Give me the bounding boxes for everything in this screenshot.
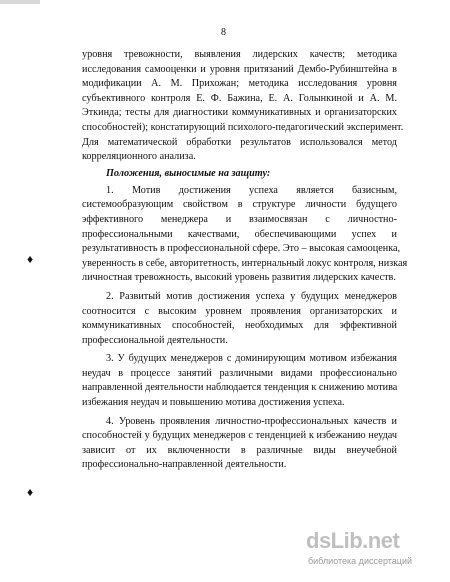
thesis-paragraph-4: [82, 415, 397, 473]
scan-edge-mark: [0, 0, 40, 4]
text-line: субъективного контроля Е. Ф. Бажина, Е. А. Голынкиной и А. М.: [82, 92, 397, 104]
text-line: избежания неудач и повышению мотива достижения успеха.: [82, 397, 345, 409]
text-line: способностей); констатирующий психолого-педагогический эксперимент.: [82, 121, 404, 133]
text-line: соотносится с высоким уровнем проявления организаторских и: [82, 305, 397, 317]
text-line: Для математической обработки результатов использовался метод: [82, 136, 397, 148]
text-line: модификации А. М. Прихожан; методика исследования уровня: [82, 78, 397, 90]
text-line: профессиональными качествами, обеспечивающими успех и: [82, 228, 397, 240]
text-line: способностей у будущих менеджеров с тенденцией к избежанию неудач: [82, 430, 397, 442]
text-line: зависит от их включенности в различные виды внеучебной: [82, 444, 397, 456]
text-line: направленной деятельности наблюдается тенденция к снижению мотива: [82, 382, 398, 394]
text-line: коммуникативных способностей, необходимых для эффективной: [82, 320, 397, 332]
text-line: результативность в профессиональной сфере. Это – высокая самооценка,: [82, 243, 401, 255]
text-line: уровня тревожности, выявления лидерских качеств; методика: [82, 49, 397, 60]
text-line: личностная тревожность, высокий уровень развития лидерских качеств.: [82, 272, 396, 284]
thesis-paragraph-3: [82, 352, 397, 410]
text-line: 2. Развитый мотив достижения успеха у будущих менеджеров: [106, 290, 397, 302]
margin-diamond-icon: ♦: [27, 485, 34, 499]
text-line: 4. Уровень проявления личностно-профессиональных качеств и: [106, 415, 397, 427]
page-number: 8: [221, 27, 226, 38]
text-line: профессионально-направленной деятельности.: [82, 459, 287, 471]
margin-diamond-icon: ♦: [27, 252, 34, 266]
text-line: системообразующим свойством в структуре личности будущего: [82, 199, 397, 211]
text-line: корреляционного анализа.: [82, 151, 196, 163]
document-body: [82, 48, 408, 473]
text-line: исследования самооценки и уровня притязаний Дембо-Рубинштейна в: [82, 63, 397, 75]
thesis-paragraph-1: [82, 184, 408, 286]
text-line: профессиональной деятельности.: [82, 334, 228, 346]
watermark-logo: dsLib.net: [306, 528, 400, 553]
text-line: Эткинда; тесты для диагностики коммуникативных и организаторских: [82, 107, 397, 119]
intro-paragraph: [82, 48, 404, 165]
text-line: 3. У будущих менеджеров с доминирующим мотивом избежания: [106, 353, 397, 365]
watermark-caption: библиотека диссертаций: [308, 556, 413, 566]
text-line: уверенность в себе, авторитетность, интернальный локус контроля, низкая: [82, 257, 408, 269]
section-heading: Положения, выносимые на защиту:: [106, 167, 271, 179]
watermark: [306, 528, 436, 570]
text-line: 1. Мотив достижения успеха является базисным,: [106, 184, 397, 196]
text-line: эффективного менеджера и взаимосвязан с личностно-: [82, 213, 397, 225]
thesis-paragraph-2: [82, 290, 397, 348]
text-line: неудач в процессе занятий различными видами профессионально: [82, 367, 397, 379]
